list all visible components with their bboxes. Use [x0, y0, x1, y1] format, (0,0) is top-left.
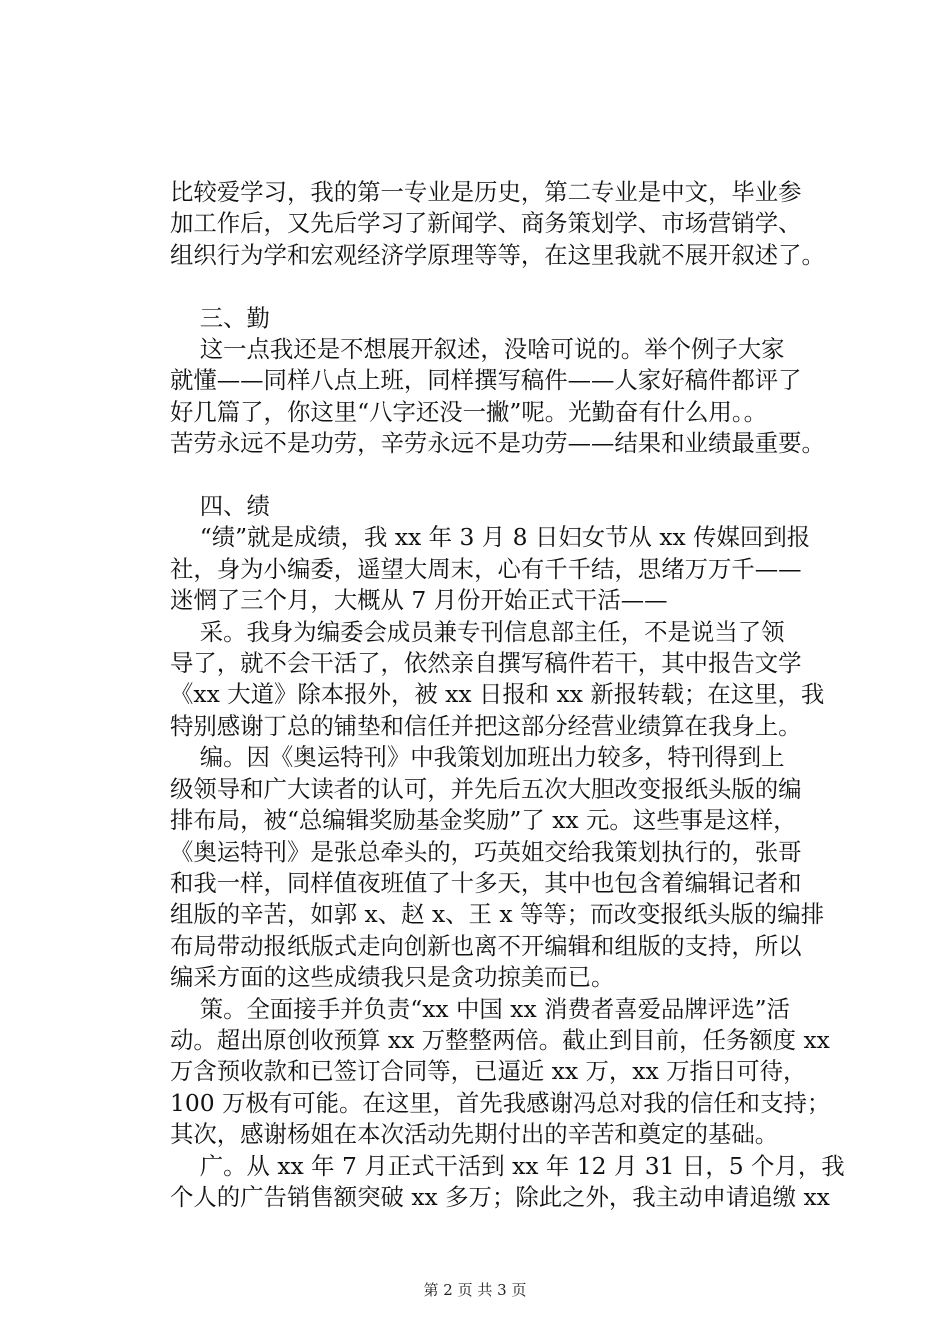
paragraph-editing: 编。因《奥运特刊》中我策划加班出力较多，特刊得到上 级领导和广大读者的认可，并先后五次大胆改变报纸头版的编 排布局，被“总编辑奖励基金奖励”了 xx 元。这些事是这样， 《奥运特刊》是张总牵头的，巧英姐交给我策划执行的，张哥 和我一样，同样值夜班值了十多天，其中也包含着编辑记者和 组版的辛苦，如郭 x、赵 x、王 x 等等；而改变报纸头版的编排 布局带动报纸版式走向创新也离不开编辑和组版的支持，所以 编采方面的这些成绩我只是贪功掠美而已。	[170, 743, 825, 992]
paragraph-study: 比较爱学习，我的第一专业是历史，第二专业是中文，毕业参 加工作后，又先后学习了新闻学、商务策划学、市场营销学、 组织行为学和宏观经济学原理等等，在这里我就不展开叙述了。	[170, 178, 825, 269]
paragraph-reporting: 采。我身为编委会成员兼专刊信息部主任，不是说当了领 导了，就不会干活了，依然亲自撰写稿件若干，其中报告文学 《xx 大道》除本报外，被 xx 日报和 xx 新报转载；在这里，我 特别感谢丁总的铺垫和信任并把这部分经营业绩算在我身上。	[170, 617, 825, 740]
paragraph-achievements-intro: “绩”就是成绩，我 xx 年 3 月 8 日妇女节从 xx 传媒回到报 社，身为小编委，遥望大周末，心有千千结，思绪万万千—— 迷惘了三个月，大概从 7 月份开始正式干活——	[170, 523, 811, 615]
paragraph-diligence: 这一点我还是不想展开叙述，没啥可说的。举个例子大家 就懂——同样八点上班，同样撰写稿件——人家好稿件都评了 好几篇了，你这里“八字还没一撇”呢。光勤奋有什么用。。 苦劳永远不是功劳，辛劳永远不是功劳——结果和业绩最重要。	[170, 335, 825, 458]
paragraph-advertising: 广。从 xx 年 7 月正式干活到 xx 年 12 月 31 日，5 个月，我 个人的广告销售额突破 xx 多万；除此之外，我主动申请追缴 xx	[170, 1151, 845, 1211]
paragraph-gap	[170, 460, 860, 491]
document-body	[170, 177, 860, 1213]
page-number-footer: 第 2 页 共 3 页	[423, 1281, 527, 1299]
section-heading-achievements: 四、绩	[170, 492, 270, 521]
paragraph-planning: 策。全面接手并负责“xx 中国 xx 消费者喜爱品牌评选”活 动。超出原创收预算 xx 万整整两倍。截止到目前，任务额度 xx 万含预收款和已签订合同等，已逼近 xx 万，xx 万指日可待， 100 万极有可能。在这里，首先我感谢冯总对我的信任和支持； 其次，感谢杨姐在本次活动先期付出的辛苦和奠定的基础。	[170, 994, 831, 1149]
section-heading-diligence: 三、勤	[170, 303, 270, 332]
paragraph-gap	[170, 271, 860, 302]
